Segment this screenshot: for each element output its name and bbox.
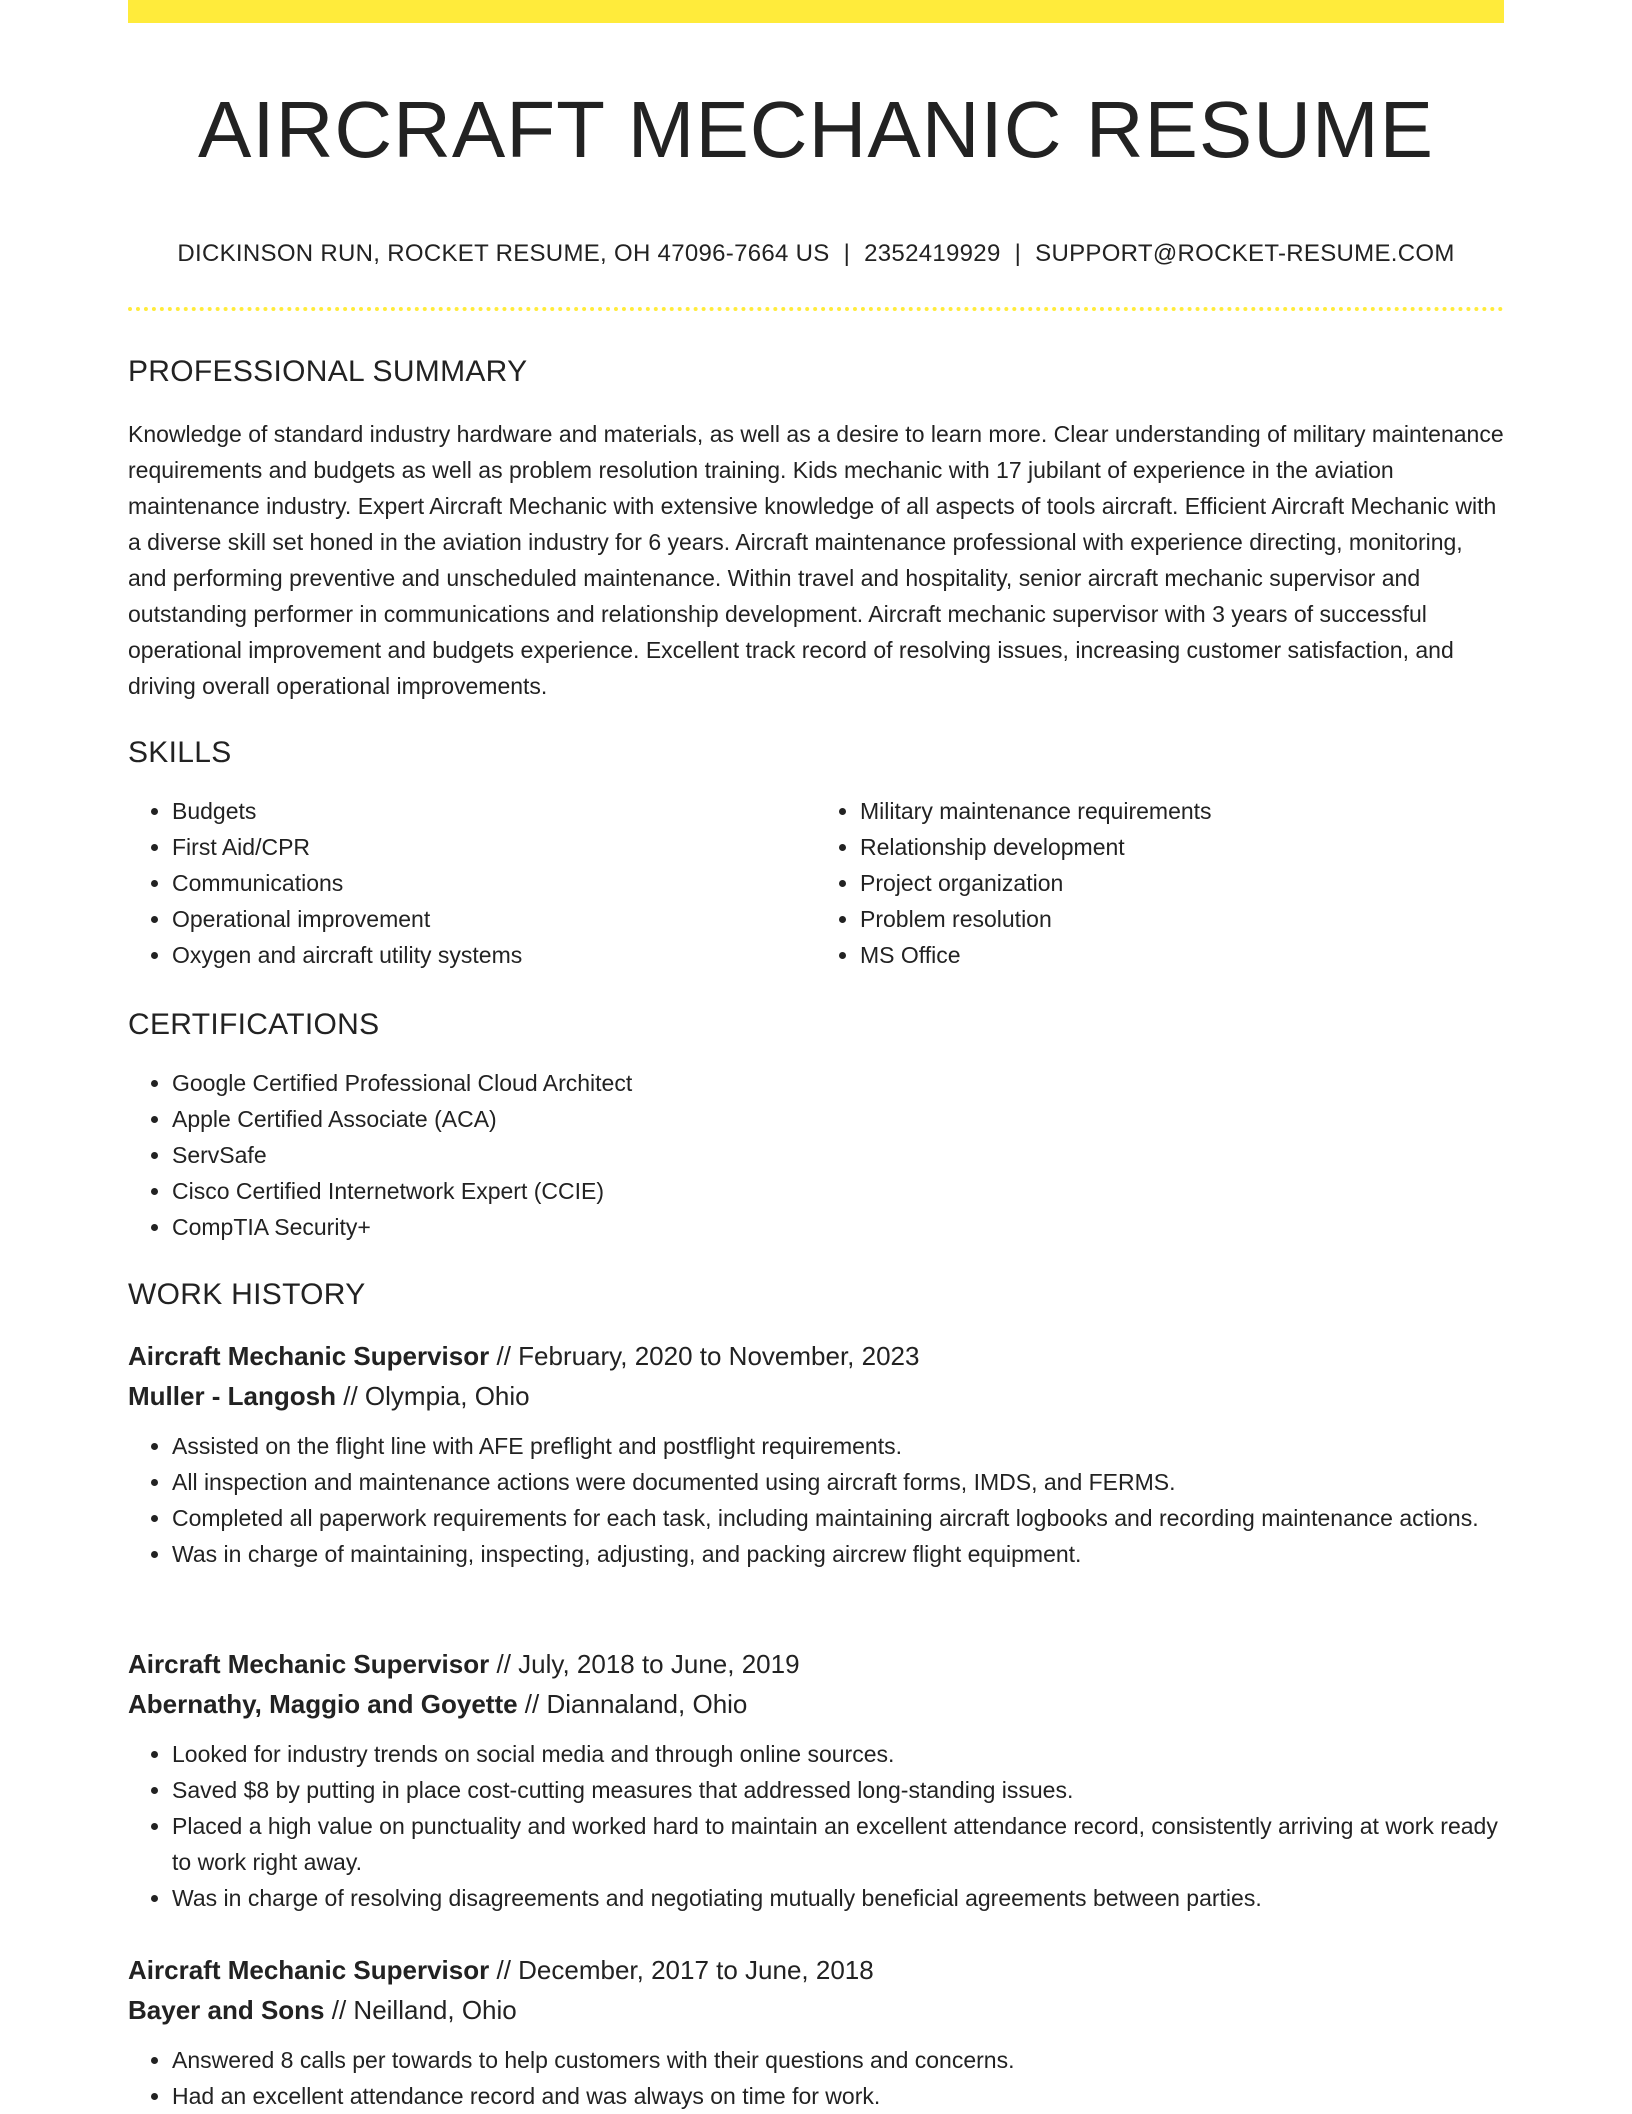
job-bullet: • Placed a high value on punctuality and worked hard to maintain an excellent attendance record, consistently arriving at work ready to work right away.: [172, 1808, 1504, 1880]
job-company-line: [128, 1990, 1504, 2030]
skill-item: • Military maintenance requirements: [860, 793, 1504, 829]
job-location: // Neilland, Ohio: [331, 1995, 517, 2025]
job-bullet: • Assisted on the flight line with AFE preflight and postflight requirements.: [172, 1428, 1504, 1464]
job-bullet: • All inspection and maintenance actions were documented using aircraft forms, IMDS, and FERMS.: [172, 1464, 1504, 1500]
certifications-list: [128, 1065, 1504, 1245]
job-role: Aircraft Mechanic Supervisor: [128, 1955, 490, 1985]
certification-item: • Google Certified Professional Cloud Architect: [172, 1065, 1504, 1101]
skills-columns: [128, 793, 1504, 973]
skills-list-left: [128, 793, 816, 973]
skills-heading: SKILLS: [128, 736, 232, 769]
contact-email: SUPPORT@ROCKET-RESUME.COM: [1035, 240, 1455, 267]
job-company: Muller - Langosh: [128, 1381, 336, 1411]
job-location: // Olympia, Ohio: [343, 1381, 530, 1411]
summary-heading: PROFESSIONAL SUMMARY: [128, 355, 528, 388]
job-company-line: [128, 1376, 1504, 1416]
job-title-line: [128, 1644, 1504, 1684]
work-history-section: [128, 1277, 1504, 1313]
resume-title: AIRCRAFT MECHANIC RESUME: [198, 85, 1434, 174]
skills-section: [128, 735, 1504, 973]
job-entry: [128, 1950, 1504, 2114]
contact-line: [128, 236, 1504, 272]
skill-item: • Operational improvement: [172, 901, 816, 937]
job-bullet: • Looked for industry trends on social media and through online sources.: [172, 1736, 1504, 1772]
skill-item: • Oxygen and aircraft utility systems: [172, 937, 816, 973]
certifications-heading: CERTIFICATIONS: [128, 1008, 380, 1041]
skill-item: • Communications: [172, 865, 816, 901]
job-entry: [128, 1644, 1504, 1916]
skill-item: • Relationship development: [860, 829, 1504, 865]
job-bullet: • Was in charge of maintaining, inspecting, adjusting, and packing aircrew flight equipment.: [172, 1536, 1504, 1572]
certifications-section: [128, 1007, 1504, 1245]
job-bullets: [128, 1736, 1504, 1916]
job-role: Aircraft Mechanic Supervisor: [128, 1649, 490, 1679]
job-bullet: • Saved $8 by putting in place cost-cutting measures that addressed long-standing issues.: [172, 1772, 1504, 1808]
skill-item: • Project organization: [860, 865, 1504, 901]
contact-phone: 2352419929: [864, 240, 1001, 267]
certification-item: • ServSafe: [172, 1137, 1504, 1173]
job-bullet: • Was in charge of resolving disagreements and negotiating mutually beneficial agreements between parties.: [172, 1880, 1504, 1916]
certification-item: • CompTIA Security+: [172, 1209, 1504, 1245]
summary-section: [128, 354, 1504, 704]
job-title-line: [128, 1336, 1504, 1376]
job-bullets: [128, 1428, 1504, 1572]
job-company: Abernathy, Maggio and Goyette: [128, 1689, 518, 1719]
job-bullet: • Answered 8 calls per towards to help customers with their questions and concerns.: [172, 2042, 1504, 2078]
skill-item: • Budgets: [172, 793, 816, 829]
skill-item: • MS Office: [860, 937, 1504, 973]
certification-item: • Cisco Certified Internetwork Expert (CCIE): [172, 1173, 1504, 1209]
job-dates: // July, 2018 to June, 2019: [496, 1649, 800, 1679]
summary-text: Knowledge of standard industry hardware and materials, as well as a desire to learn more. Clear understanding of military maintenance requirements and budgets as well as problem resolution training. Kids mechanic with 17 jubilant of experience in the aviation maintenance industry. Expert Aircraft Mechanic with extensive knowledge of all aspects of tools aircraft. Efficient Aircraft Mechanic with a diverse skill set honed in the aviation industry for 6 years. Aircraft maintenance professional with experience directing, monitoring, and performing preventive and unscheduled maintenance. Within travel and hospitality, senior aircraft mechanic supervisor and outstanding performer in communications and relationship development. Aircraft mechanic supervisor with 3 years of successful operational improvement and budgets experience. Excellent track record of resolving issues, increasing customer satisfaction, and driving overall operational improvements.: [128, 421, 1504, 699]
skill-item: • Problem resolution: [860, 901, 1504, 937]
contact-separator: |: [1014, 240, 1022, 267]
work-history-heading: WORK HISTORY: [128, 1278, 366, 1311]
contact-separator: |: [843, 240, 851, 267]
contact-address: DICKINSON RUN, ROCKET RESUME, OH 47096-7664 US: [177, 240, 830, 267]
certification-item: • Apple Certified Associate (ACA): [172, 1101, 1504, 1137]
dotted-divider: [128, 307, 1504, 311]
job-bullet: • Had an excellent attendance record and was always on time for work.: [172, 2078, 1504, 2114]
job-location: // Diannaland, Ohio: [524, 1689, 748, 1719]
job-bullet: • Completed all paperwork requirements for each task, including maintaining aircraft logbooks and recording maintenance actions.: [172, 1500, 1504, 1536]
job-bullets: [128, 2042, 1504, 2114]
job-dates: // December, 2017 to June, 2018: [496, 1955, 874, 1985]
job-company: Bayer and Sons: [128, 1995, 325, 2025]
skill-item: • First Aid/CPR: [172, 829, 816, 865]
job-dates: // February, 2020 to November, 2023: [496, 1341, 920, 1371]
job-role: Aircraft Mechanic Supervisor: [128, 1341, 490, 1371]
job-company-line: [128, 1684, 1504, 1724]
accent-top-bar: [128, 0, 1504, 23]
job-entry: [128, 1336, 1504, 1572]
skills-list-right: [816, 793, 1504, 973]
job-title-line: [128, 1950, 1504, 1990]
